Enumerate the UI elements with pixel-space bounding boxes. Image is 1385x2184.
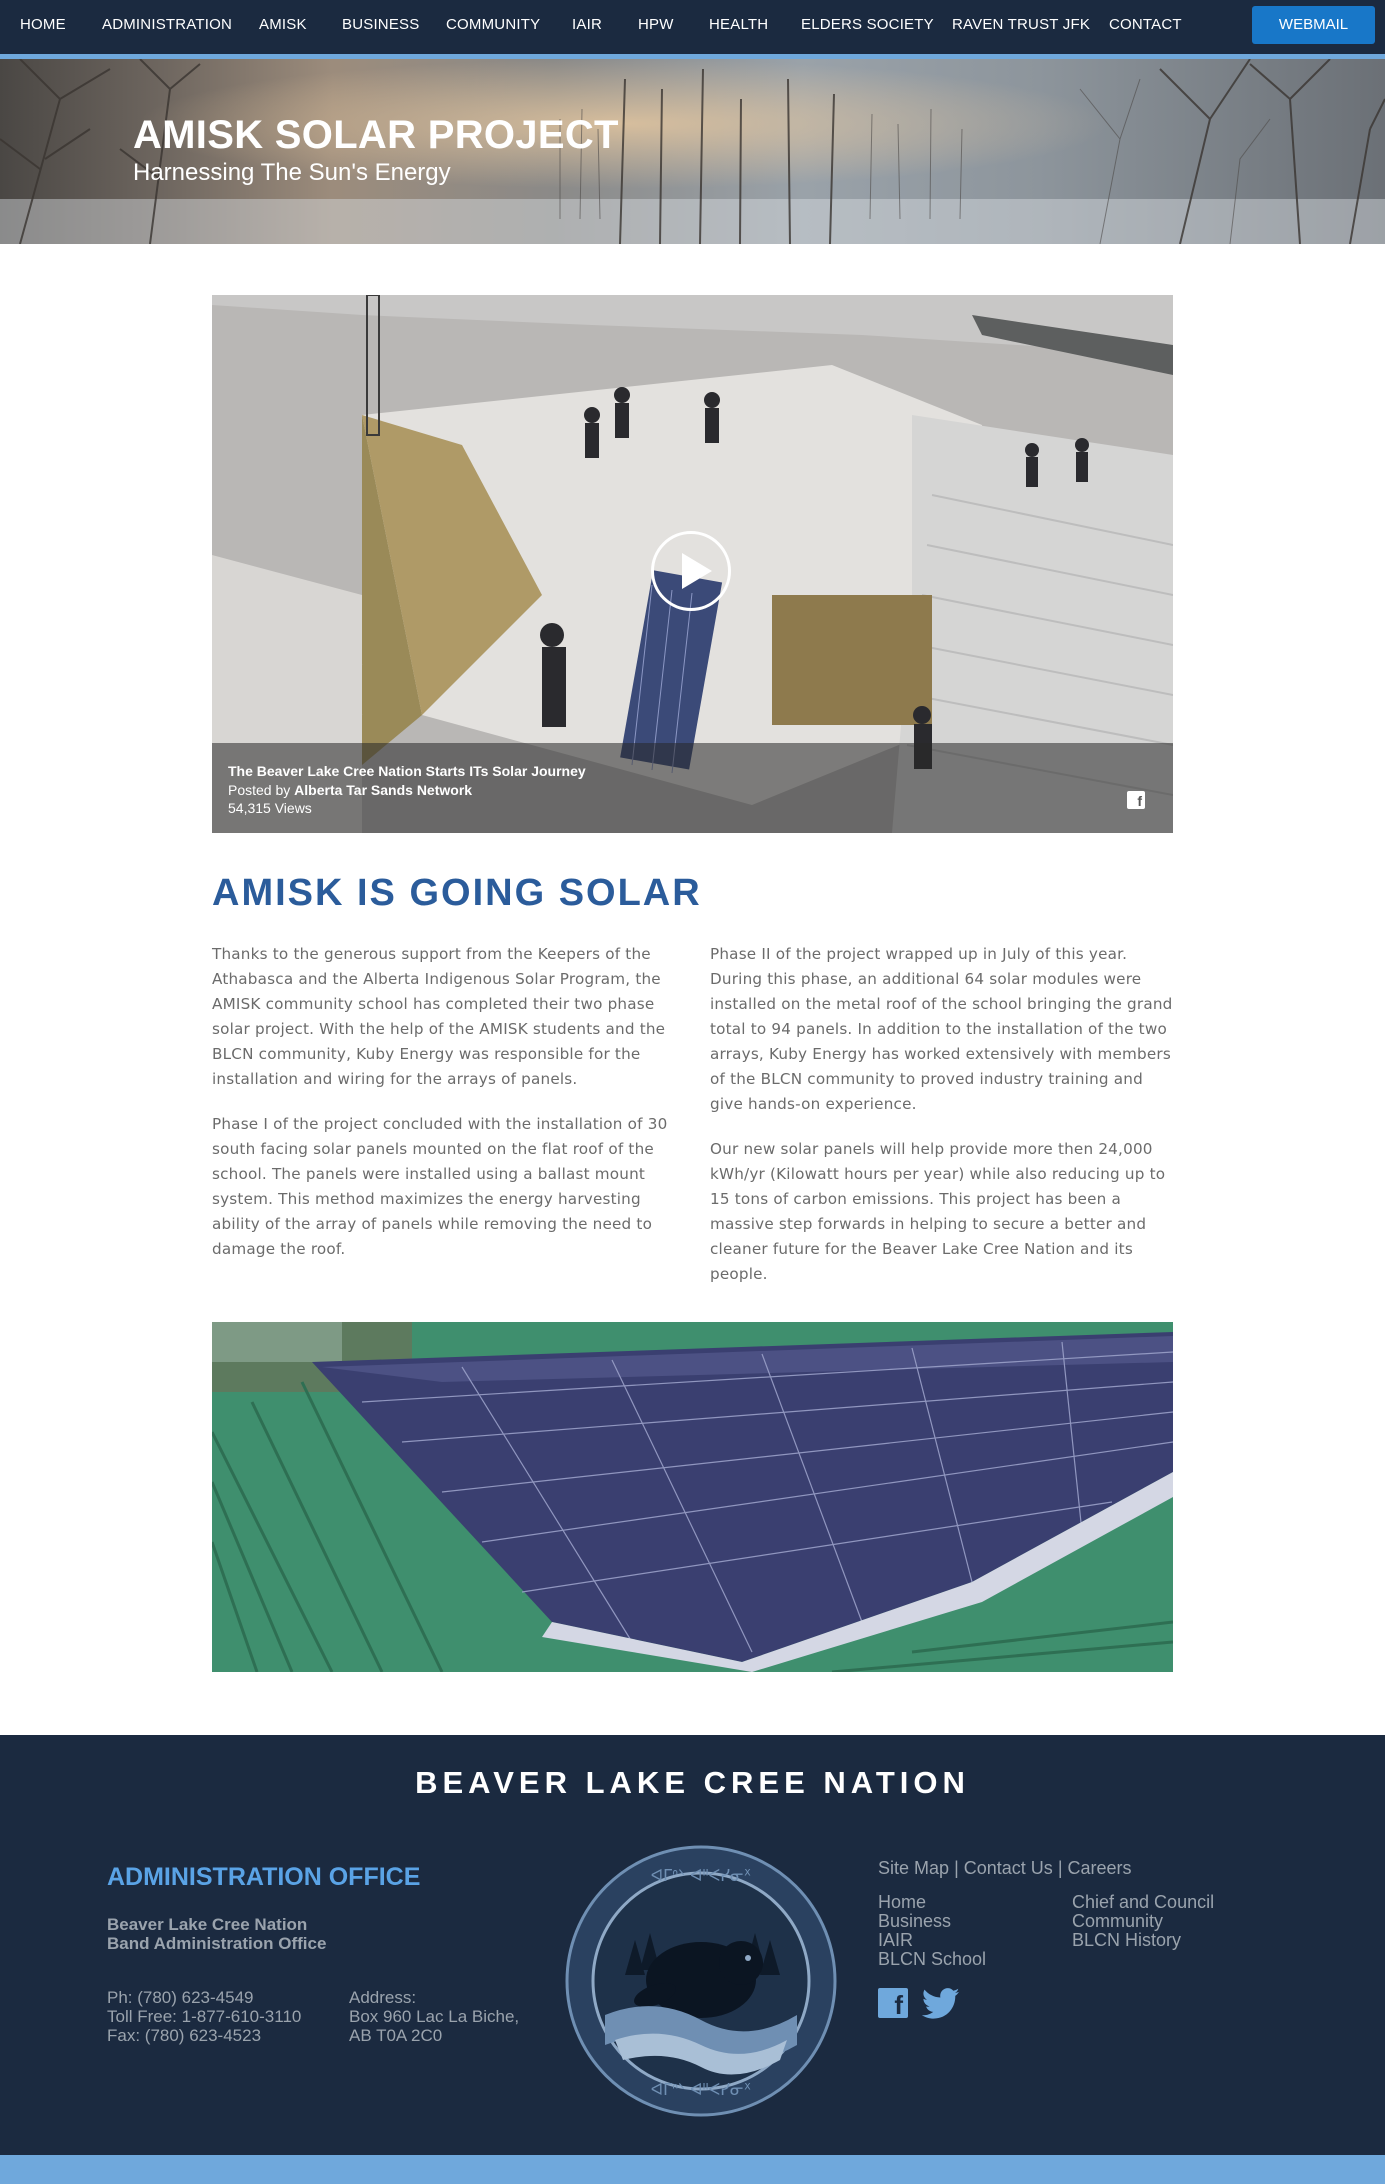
article-paragraph: Phase I of the project concluded with the installation of 30 south facing solar panels mounted on the flat roof of the school. The panels were installed using a ballast mount system. This method maximizes the energy harvesting ability of the array of panels while removing the need to damage the roof. [212,1115,668,1258]
nav-item-hpw[interactable]: HPW [638,16,674,33]
article-left-column [212,942,677,1282]
footer-links-column-2 [1072,1893,1214,1950]
video-info-bar [212,743,1173,833]
nav-item-home[interactable]: HOME [20,16,66,33]
solar-panels-roof-photo [212,1322,1173,1672]
solar-panels-image [212,1322,1173,1672]
fax-number: Fax: (780) 623-4523 [107,2026,262,2045]
nav-item-community[interactable]: COMMUNITY [446,16,541,33]
article-heading: AMISK IS GOING SOLAR [212,872,702,914]
article-paragraph: Phase II of the project wrapped up in July of this year. During this phase, an additional 64 solar modules were installed on the metal roof of the school bringing the grand total to 94 panels. In addition to the installation of the two arrays, Kuby Energy has worked extensively with members of the BLCN community to proved industry training and give hands-on experience. [710,945,1173,1113]
footer-link-blcn-history[interactable]: BLCN History [1072,1930,1182,1950]
nav-item-business[interactable]: BUSINESS [342,16,420,33]
article-paragraph: Our new solar panels will help provide more then 24,000 kWh/yr (Kilowatt hours per year) while also reducing up to 15 tons of carbon emissions. This project has been a massive step forwards in helping to secure a better and cleaner future for the Beaver Lake Cree Nation and its people. [710,1140,1166,1283]
nav-item-iair[interactable]: IAIR [572,16,602,33]
beaver-seal-logo [565,1845,837,2117]
footer-links-column-1 [878,1893,986,1969]
nav-item-elders-society[interactable]: ELDERS SOCIETY [801,16,934,33]
toll-free-number: Toll Free: 1-877-610-3110 [107,2007,302,2026]
video-posted-by [228,782,472,798]
page-subtitle: Harnessing The Sun's Energy [133,159,451,186]
footer-nation-title: BEAVER LAKE CREE NATION [415,1765,970,1800]
link-separator: | [1057,1858,1068,1878]
svg-text:ᐊᒥᐢᐠ ᐊᐦᐸᓯᓂᕽ: ᐊᒥᐢᐠ ᐊᐦᐸᓯᓂᕽ [650,2080,752,2099]
svg-text:ᐊᒥᐢᐠ ᐊᐦᐸᓯᓂᕽ: ᐊᒥᐢᐠ ᐊᐦᐸᓯᓂᕽ [650,1866,752,1885]
nav-item-raven-trust-jfk[interactable]: RAVEN TRUST JFK [952,16,1091,33]
footer-link-business[interactable]: Business [878,1911,952,1931]
facebook-icon[interactable]: f [1127,791,1145,809]
mailing-address [349,1988,519,2045]
band-name-line2: Band Administration Office [107,1934,327,1953]
contact-us-link[interactable]: Contact Us [963,1858,1053,1878]
play-icon[interactable] [651,531,731,611]
facebook-icon[interactable]: f [878,1988,908,2018]
footer-link-home[interactable]: Home [878,1892,927,1912]
site-footer [0,1735,1385,2155]
address-label: Address: [349,1988,417,2007]
nav-item-health[interactable]: HEALTH [709,16,769,33]
article-paragraph: Thanks to the generous support from the Keepers of the Athabasca and the Alberta Indigenous Solar Program, the AMISK community school has completed their two phase solar project. With the help of the AMISK students and the BLCN community, Kuby Energy was responsible for the installation and wiring for the arrays of panels. [212,945,666,1088]
link-separator: | [954,1858,964,1878]
webmail-button[interactable]: WEBMAIL [1252,6,1375,44]
page-title: AMISK SOLAR PROJECT [133,113,619,157]
footer-accent-strip [0,2155,1385,2184]
video-player[interactable] [212,295,1173,833]
admin-office-heading: ADMINISTRATION OFFICE [107,1863,421,1891]
video-posted-prefix: Posted by [228,782,295,798]
contact-numbers [107,1988,301,2045]
address-line2: AB T0A 2C0 [349,2026,443,2045]
twitter-icon[interactable] [922,1988,960,2020]
footer-link-blcn-school[interactable]: BLCN School [878,1949,987,1969]
band-office-name [107,1915,326,1953]
article-right-column [710,942,1175,1307]
footer-link-iair[interactable]: IAIR [878,1930,914,1950]
video-poster-name[interactable]: Alberta Tar Sands Network [294,782,473,798]
video-views-count: 54,315 Views [228,800,312,816]
footer-top-links [878,1858,1132,1879]
video-title[interactable]: The Beaver Lake Cree Nation Starts ITs Solar Journey [228,763,586,779]
nav-item-administration[interactable]: ADMINISTRATION [102,16,233,33]
footer-link-community[interactable]: Community [1072,1911,1164,1931]
careers-link[interactable]: Careers [1067,1858,1132,1878]
footer-link-chief-and-council[interactable]: Chief and Council [1072,1892,1215,1912]
nav-item-amisk[interactable]: AMISK [259,16,307,33]
hero-banner [0,59,1385,244]
nav-item-contact[interactable]: CONTACT [1109,16,1182,33]
phone-number: Ph: (780) 623-4549 [107,1988,254,2007]
band-name-line1: Beaver Lake Cree Nation [107,1915,308,1934]
site-map-link[interactable]: Site Map [878,1858,950,1878]
address-line1: Box 960 Lac La Biche, [349,2007,520,2026]
top-navigation-bar [0,0,1385,54]
